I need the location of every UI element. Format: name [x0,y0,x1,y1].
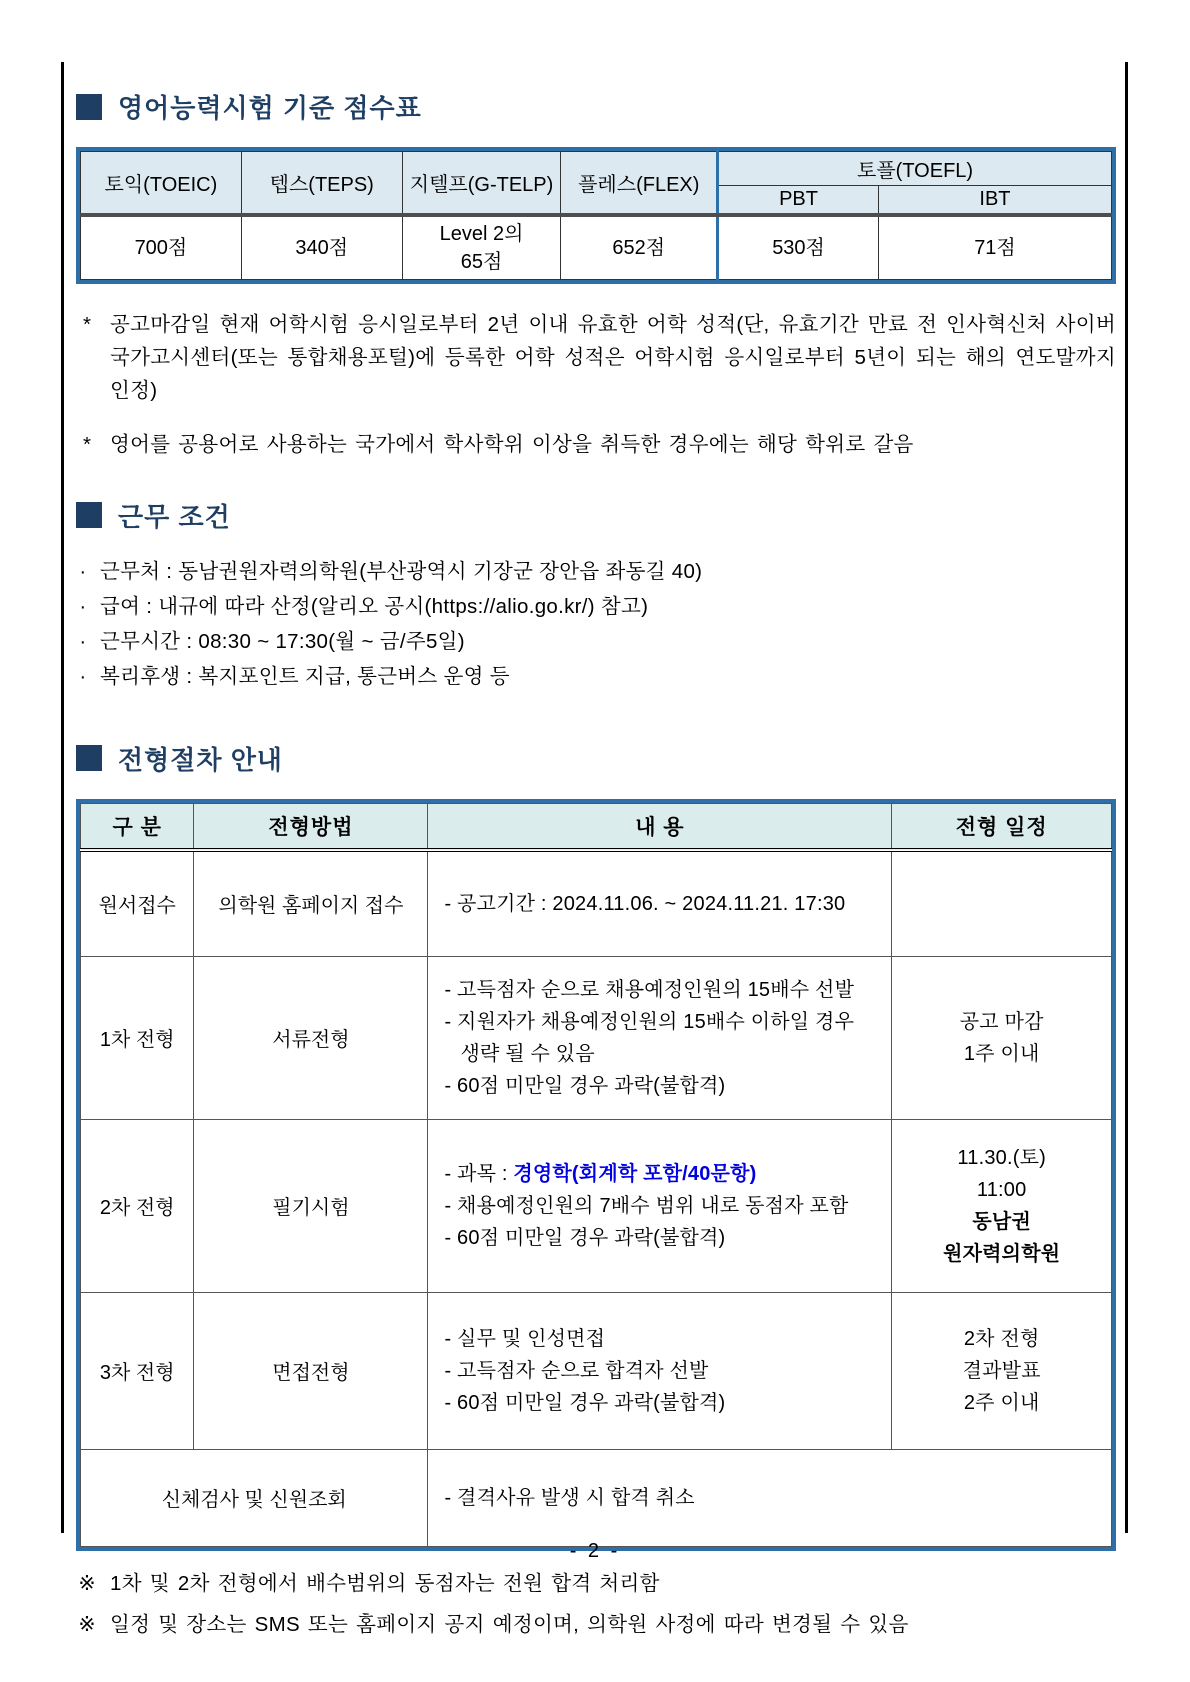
process-table [76,799,1116,1551]
second-schedule-line3: 동남권 [972,1210,1031,1233]
score-value-flex: 652점 [561,215,718,280]
score-col-toeic: 토익(TOEIC) [81,152,242,216]
second-content-line1-prefix: - 과목 : [444,1162,514,1185]
third-schedule-line1: 2차 전형 [963,1327,1040,1350]
second-schedule [892,1119,1112,1292]
first-schedule-line2: 1주 이내 [963,1042,1040,1065]
page-border-right [1125,62,1128,1533]
score-value-teps: 340점 [241,215,402,280]
dot-bullet-icon: · [79,594,87,618]
process-note-1 [76,1567,1116,1600]
apply-schedule [892,850,1112,957]
process-col-method: 전형방법 [194,803,428,850]
square-bullet-icon [76,94,102,120]
score-note-1-text: 공고마감일 현재 어학시험 응시일로부터 2년 이내 유효한 어학 성적(단, 유효기간 만료 전 인사혁신처 사이버국가고시센터(또는 통합채용포털)에 등록한 어학 성적은 어학시험 응시일로부터 5년이 되는 해의 연도말까지 인정) [110,313,1116,403]
second-content-subject-highlight: 경영학(회계학 포함/40문항) [513,1162,757,1185]
apply-method: 의학원 홈페이지 접수 [194,850,428,957]
process-note-2 [76,1608,1116,1641]
process-col-content: 내 용 [428,803,892,850]
score-note-1 [76,308,1116,408]
score-col-gtelp: 지텔프(G-TELP) [402,152,561,216]
work-condition-list [76,554,1116,694]
list-item-workplace-text: 근무처 : 동남권원자력의학원(부산광역시 기장군 장안읍 좌동길 40) [100,559,703,583]
list-item-hours-text: 근무시간 : 08:30 ~ 17:30(월 ~ 금/주5일) [100,629,465,653]
third-content-line1: - 실무 및 인성면접 [444,1327,606,1350]
dot-bullet-icon: · [79,629,87,653]
first-method: 서류전형 [194,956,428,1119]
score-note-2 [76,428,1116,461]
second-method: 필기시험 [194,1119,428,1292]
third-schedule-line3: 2주 이내 [963,1391,1040,1414]
second-content-line1 [444,1158,885,1190]
process-col-schedule: 전형 일정 [892,803,1112,850]
table-row-final-check [81,1449,1112,1546]
document-content [76,62,1116,1641]
third-method: 면접전형 [194,1292,428,1449]
first-content-line3: 생략 될 수 있음 [460,1042,595,1065]
score-col-teps: 텝스(TEPS) [241,152,402,216]
reference-mark-icon: ※ [78,1571,96,1595]
table-row-apply [81,850,1112,957]
score-value-gtelp [402,215,561,280]
list-item-hours [76,624,1116,659]
first-content-line1: - 고득점자 순으로 채용예정인원의 15배수 선발 [444,978,855,1001]
section-title-score: 영어능력시험 기준 점수표 [118,93,422,123]
list-item-salary [76,589,1116,624]
third-schedule [892,1292,1112,1449]
score-col-ibt: IBT [878,186,1111,216]
third-category: 3차 전형 [81,1292,194,1449]
second-content-line2: - 채용예정인원의 7배수 범위 내로 동점자 포함 [444,1194,849,1217]
process-note-1-text: 1차 및 2차 전형에서 배수범위의 동점자는 전원 합격 처리함 [110,1571,660,1595]
third-content-line2: - 고득점자 순으로 합격자 선발 [444,1359,709,1382]
apply-content-line1: - 공고기간 : 2024.11.06. ~ 2024.11.21. 17:30 [444,892,846,915]
section-title-work: 근무 조건 [118,501,231,532]
score-value-gtelp-line1: Level 2의 [439,223,524,245]
reference-mark-icon: ※ [78,1613,96,1637]
third-content [428,1292,892,1449]
table-row-third-stage [81,1292,1112,1449]
first-content-line2: - 지원자가 채용예정인원의 15배수 이하일 경우 [444,1010,855,1033]
score-table [76,147,1116,284]
first-category: 1차 전형 [81,956,194,1119]
table-row-first-stage [81,956,1112,1119]
score-value-pbt: 530점 [718,215,879,280]
page-number: - 2 - [569,1540,621,1562]
third-content-line3: - 60점 미만일 경우 과락(불합격) [444,1391,726,1414]
list-item-welfare-text: 복리후생 : 복지포인트 지급, 통근버스 운영 등 [100,664,510,688]
first-content [428,956,892,1119]
dot-bullet-icon: · [79,559,87,583]
first-schedule [892,956,1112,1119]
list-item-workplace [76,554,1116,589]
square-bullet-icon [76,502,102,528]
list-item-welfare [76,659,1116,694]
apply-content [428,850,892,957]
process-col-category: 구 분 [81,803,194,850]
list-item-salary-text: 급여 : 내규에 따라 산정(알리오 공시(https://alio.go.kr/) 참고) [100,594,649,618]
second-schedule-line4: 원자력의학원 [943,1242,1061,1265]
final-content [428,1449,1112,1546]
page-border-left [61,62,64,1533]
section-title-process: 전형절차 안내 [118,744,283,775]
second-schedule-line1: 11.30.(토) [957,1146,1046,1169]
dot-bullet-icon: · [79,664,87,688]
second-category: 2차 전형 [81,1119,194,1292]
asterisk-marker: * [83,313,91,336]
table-row-second-stage [81,1119,1112,1292]
second-content-line3: - 60점 미만일 경우 과락(불합격) [444,1226,726,1249]
score-value-gtelp-line2: 65점 [460,251,503,273]
section-heading-work [76,497,1116,534]
first-content-line4: - 60점 미만일 경우 과락(불합격) [444,1074,726,1097]
second-schedule-line2: 11:00 [976,1178,1027,1201]
final-category-merged: 신체검사 및 신원조회 [81,1449,428,1546]
asterisk-marker: * [83,432,91,456]
second-content [428,1119,892,1292]
score-note-2-text: 영어를 공용어로 사용하는 국가에서 학사학위 이상을 취득한 경우에는 해당 학위로 갈음 [110,432,914,456]
final-content-line1: - 결격사유 발생 시 합격 취소 [444,1486,695,1509]
score-value-toeic: 700점 [81,215,242,280]
score-col-flex: 플레스(FLEX) [561,152,718,216]
process-note-2-text: 일정 및 장소는 SMS 또는 홈페이지 공지 예정이며, 의학원 사정에 따라 변경될 수 있음 [110,1613,909,1637]
square-bullet-icon [76,745,102,771]
first-schedule-line1: 공고 마감 [959,1010,1044,1033]
apply-category: 원서접수 [81,850,194,957]
score-value-ibt: 71점 [878,215,1111,280]
third-schedule-line2: 결과발표 [962,1359,1041,1382]
section-heading-process [76,740,1116,777]
score-col-toefl: 토플(TOEFL) [718,152,1112,186]
score-col-pbt: PBT [718,186,879,216]
section-heading-score [76,88,1116,125]
